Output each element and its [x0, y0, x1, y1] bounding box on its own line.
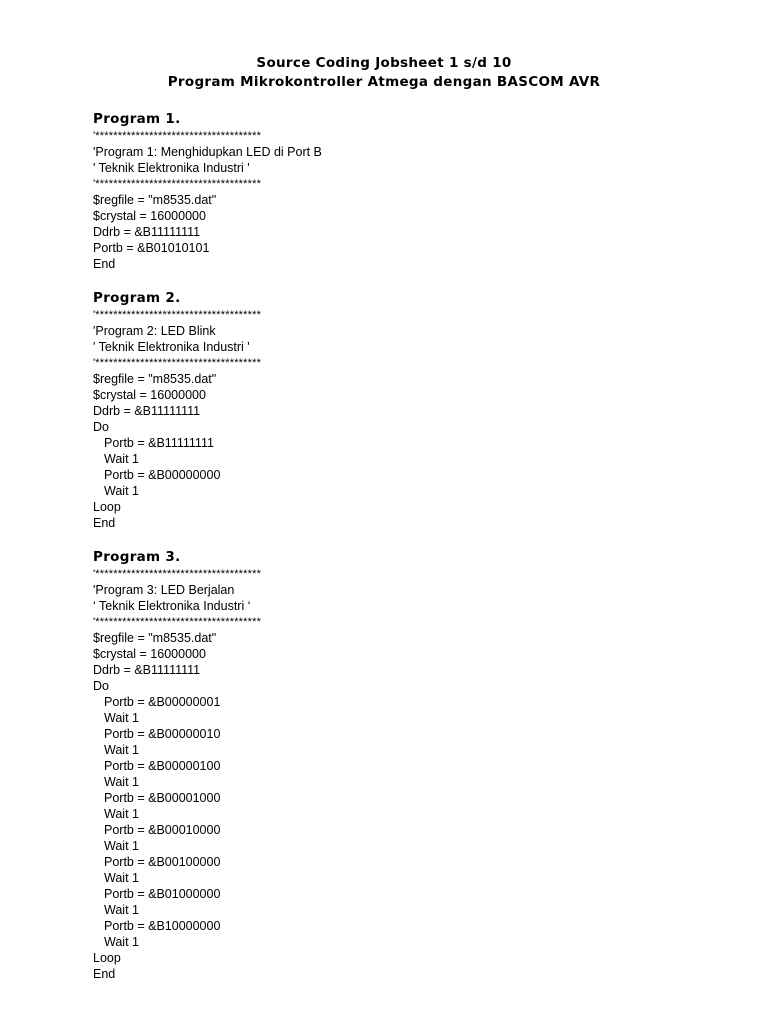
code-line: Do — [93, 679, 109, 693]
program-2-section — [93, 290, 693, 531]
code-line: $regfile = "m8535.dat" — [93, 193, 217, 207]
comment-border-line: '************************************* — [93, 130, 262, 142]
comment-line: 'Program 2: LED Blink — [93, 324, 216, 338]
comment-line: 'Program 1: Menghidupkan LED di Port B — [93, 145, 322, 159]
program-heading: Program 3. — [93, 549, 181, 565]
code-line: Wait 1 — [104, 484, 139, 498]
comment-line: 'Program 3: LED Berjalan — [93, 583, 235, 597]
code-line: Wait 1 — [104, 743, 139, 757]
code-line: Wait 1 — [104, 775, 139, 789]
document-subtitle: Program Mikrokontroller Atmega dengan BASCOM AVR — [167, 74, 601, 90]
comment-border-line: '************************************* — [93, 568, 262, 580]
code-line: Portb = &B01000000 — [104, 887, 221, 901]
code-line: Wait 1 — [104, 839, 139, 853]
code-line: $crystal = 16000000 — [93, 209, 206, 223]
program-1-section — [93, 111, 693, 272]
code-line: Portb = &B00000100 — [104, 759, 221, 773]
code-line: Wait 1 — [104, 711, 139, 725]
code-line: Wait 1 — [104, 807, 139, 821]
comment-border-line: '************************************* — [93, 616, 262, 628]
code-line: $crystal = 16000000 — [93, 388, 206, 402]
code-line: End — [93, 516, 116, 530]
code-line: Portb = &B00000010 — [104, 727, 221, 741]
document-title: Source Coding Jobsheet 1 s/d 10 — [256, 55, 512, 71]
program-heading: Program 2. — [93, 290, 181, 306]
code-line: Portb = &B01010101 — [93, 241, 210, 255]
code-line: Wait 1 — [104, 452, 139, 466]
code-line: Loop — [93, 500, 121, 514]
code-line: End — [93, 967, 116, 981]
code-line: End — [93, 257, 116, 271]
program-heading: Program 1. — [93, 111, 181, 127]
code-line: Wait 1 — [104, 871, 139, 885]
code-line: Portb = &B10000000 — [104, 919, 221, 933]
code-line: Ddrb = &B11111111 — [93, 404, 201, 418]
code-line: Do — [93, 420, 109, 434]
code-line: Wait 1 — [104, 903, 139, 917]
code-line: $regfile = "m8535.dat" — [93, 631, 217, 645]
comment-border-line: '************************************* — [93, 178, 262, 190]
code-line: Portb = &B11111111 — [104, 436, 214, 450]
code-line: Portb = &B00001000 — [104, 791, 221, 805]
code-line: Portb = &B00010000 — [104, 823, 221, 837]
code-line: Wait 1 — [104, 935, 139, 949]
program-3-section — [93, 549, 693, 982]
code-line: $regfile = "m8535.dat" — [93, 372, 217, 386]
code-line: Portb = &B00000001 — [104, 695, 221, 709]
comment-line: ' Teknik Elektronika Industri ' — [93, 161, 250, 175]
comment-border-line: '************************************* — [93, 309, 262, 321]
code-line: Ddrb = &B11111111 — [93, 225, 201, 239]
code-line: Portb = &B00100000 — [104, 855, 221, 869]
comment-line: ‘ Teknik Elektronika Industri ‘ — [93, 599, 251, 613]
comment-border-line: '************************************* — [93, 357, 262, 369]
code-line: Portb = &B00000000 — [104, 468, 221, 482]
code-line: Ddrb = &B11111111 — [93, 663, 201, 677]
comment-line: ' Teknik Elektronika Industri ' — [93, 340, 250, 354]
code-line: Loop — [93, 951, 121, 965]
code-line: $crystal = 16000000 — [93, 647, 206, 661]
